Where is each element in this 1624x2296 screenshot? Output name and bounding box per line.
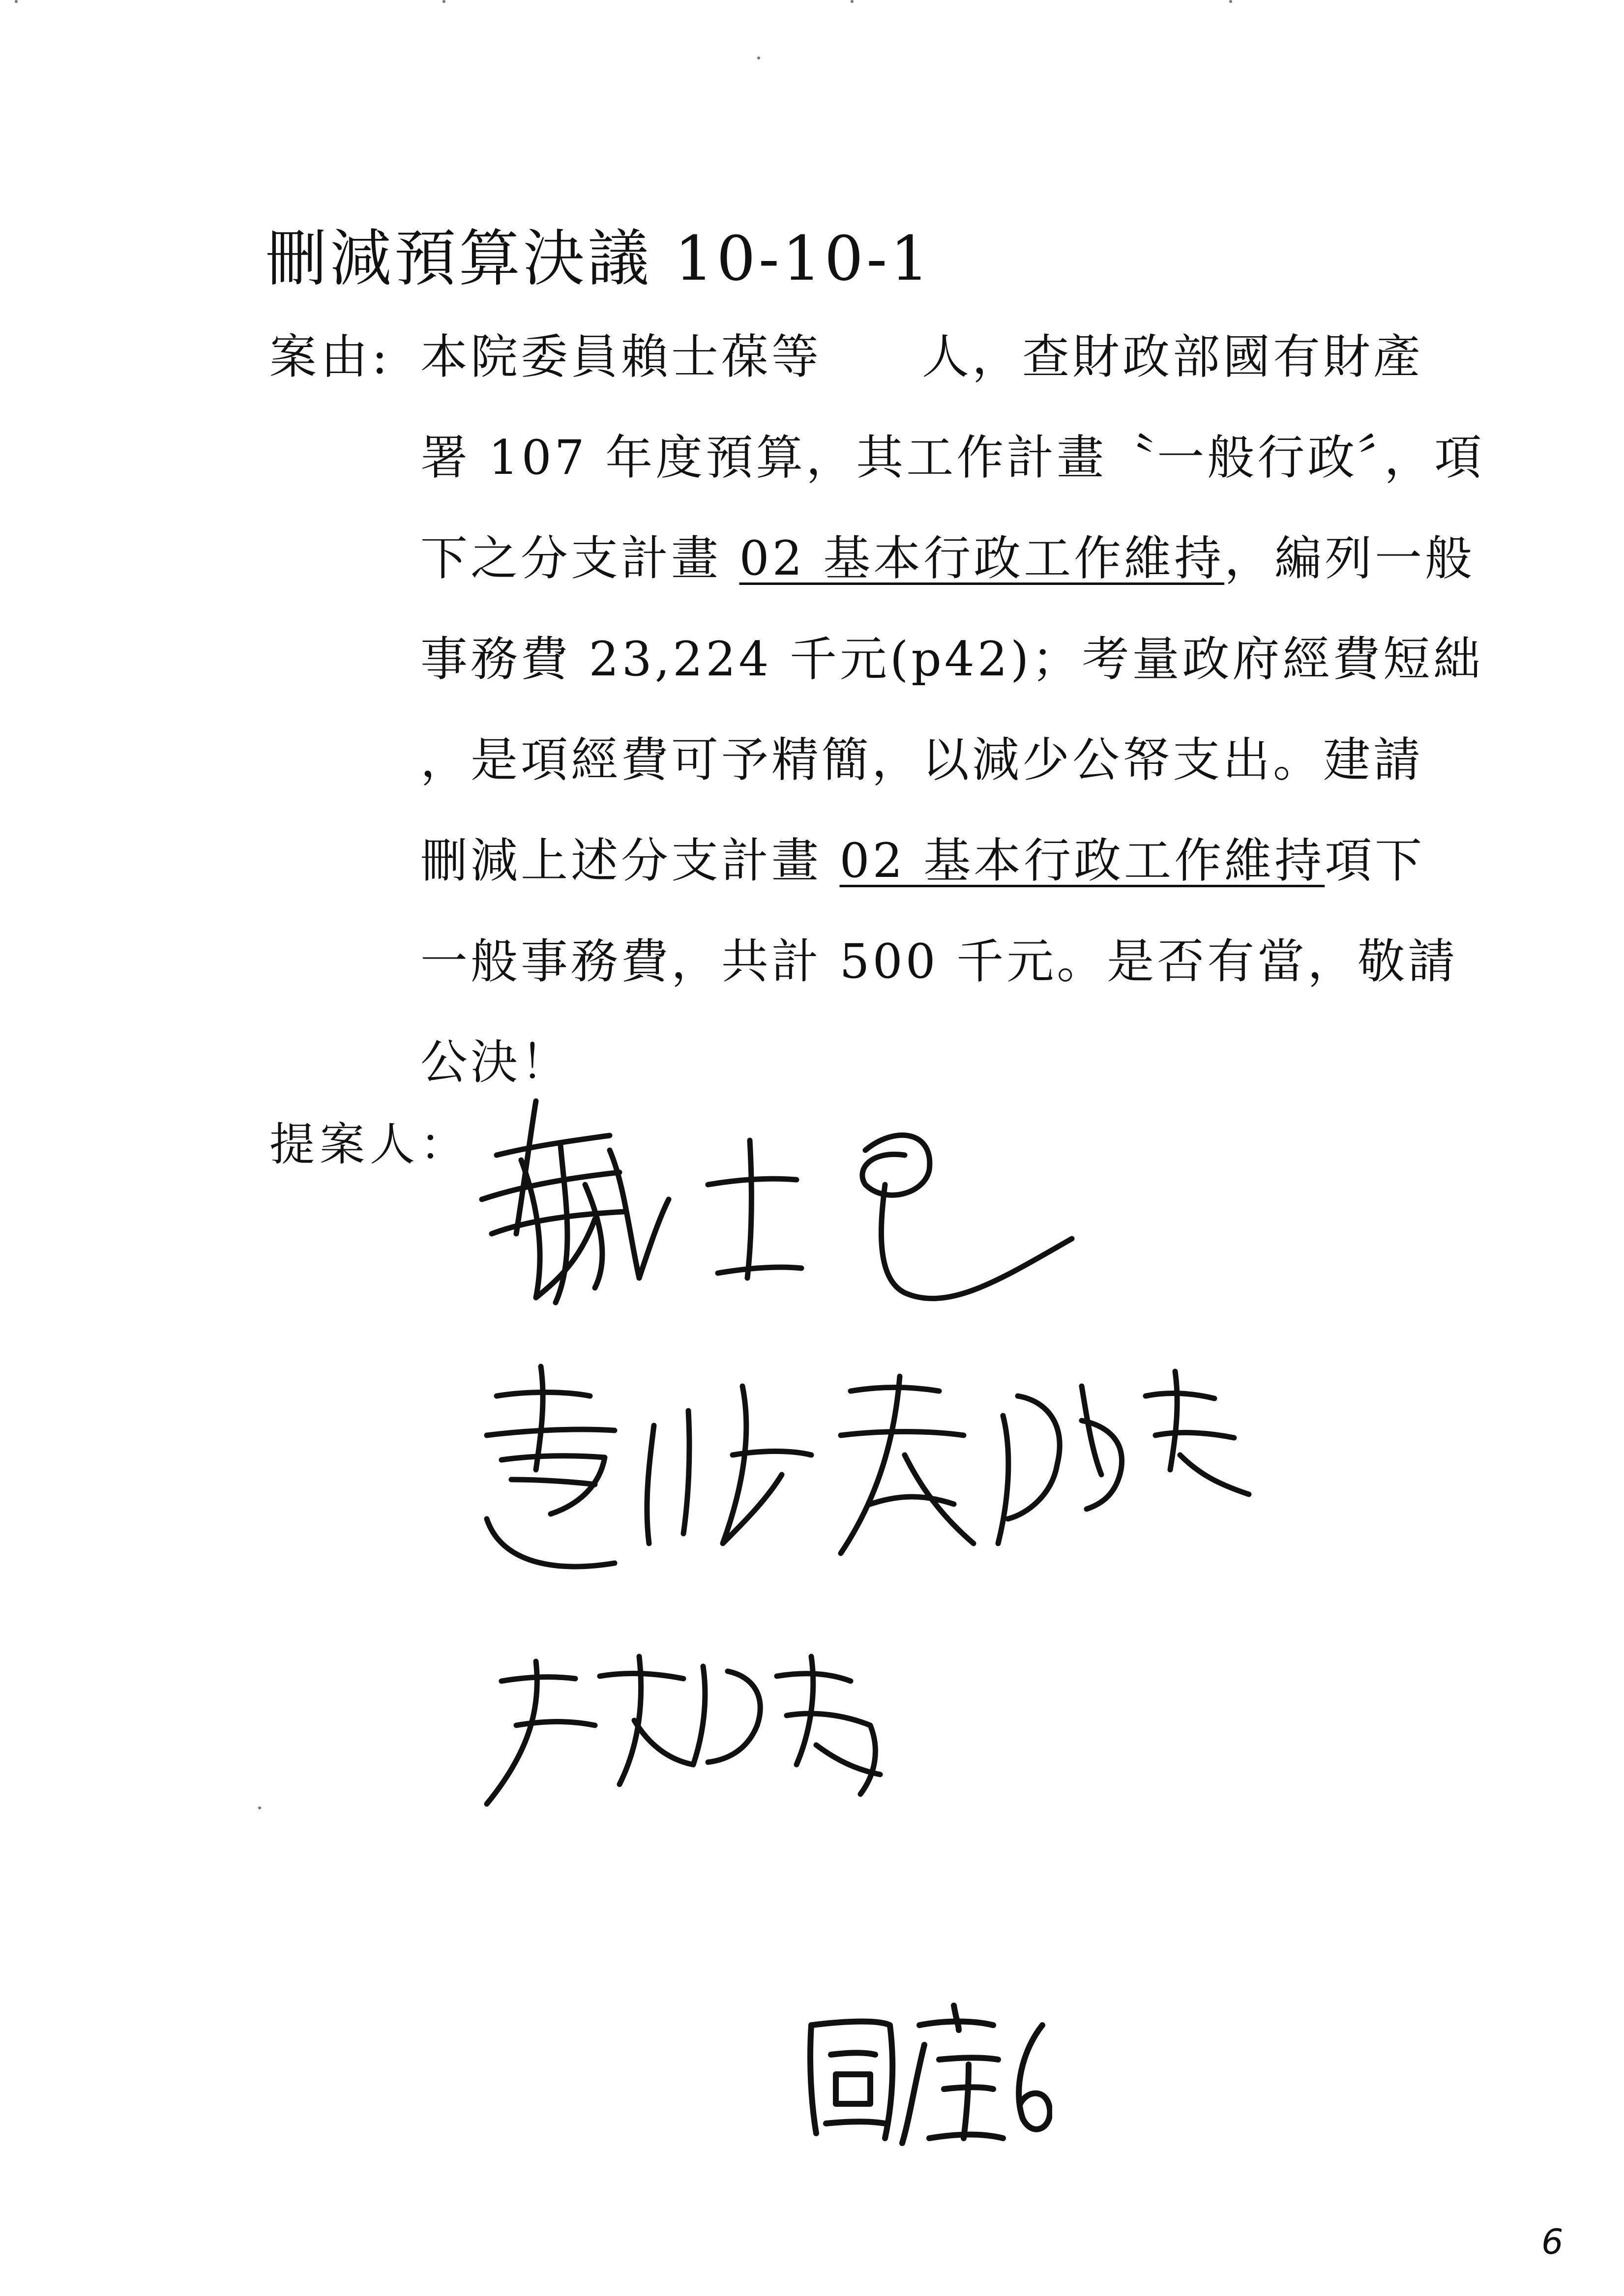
signature-1 <box>462 1072 1077 1327</box>
underlined-text: 02 基本行政工作維持 <box>739 531 1225 586</box>
reason-line <box>420 622 1483 689</box>
scan-speck <box>15 0 18 3</box>
page-number: 6 <box>1541 2222 1564 2262</box>
line-text: 項下 <box>1325 833 1425 888</box>
line-text: 事務費 23,224 千元(p42)；考量政府經費短絀 <box>420 632 1483 687</box>
proposer-label: 提案人： <box>269 1118 471 1171</box>
underlined-text: 02 基本行政工作維持 <box>839 833 1325 888</box>
line-text: 刪減上述分支計畫 <box>420 833 840 888</box>
scan-speck <box>258 1806 261 1809</box>
document-title: 刪減預算決議 10-10-1 <box>266 223 932 294</box>
line-text: ，編列一般 <box>1224 531 1476 586</box>
line-text: 一般事務費，共計 500 千元。是否有當，敬請 <box>420 934 1458 989</box>
line-text: 署 107 年度預算，其工作計畫〝一般行政〞，項 <box>420 430 1485 485</box>
line-text: 本院委員賴士葆等 <box>420 329 822 384</box>
reason-line <box>420 723 1423 790</box>
reason-line <box>420 823 1425 891</box>
signature-2 <box>467 1357 1264 1593</box>
scan-speck <box>851 0 854 3</box>
reason-line <box>420 420 1484 488</box>
reason-line <box>420 924 1458 991</box>
signature-3 <box>472 1637 915 1824</box>
scan-speck <box>443 0 445 3</box>
line-text: ，是項經費可予精簡，以減少公帑支出。建請 <box>420 732 1423 787</box>
scan-speck <box>757 57 760 59</box>
line-text: 下之分支計畫 <box>420 531 739 586</box>
line-text: 人，查財政部國有財產 <box>822 329 1423 384</box>
scan-speck <box>1229 0 1232 3</box>
reason-line <box>420 320 1423 387</box>
reason-line <box>420 521 1475 588</box>
reason-label: 案由: <box>269 329 392 384</box>
handwritten-note <box>797 1996 1052 2153</box>
line-text: 公決！ <box>420 1035 571 1090</box>
